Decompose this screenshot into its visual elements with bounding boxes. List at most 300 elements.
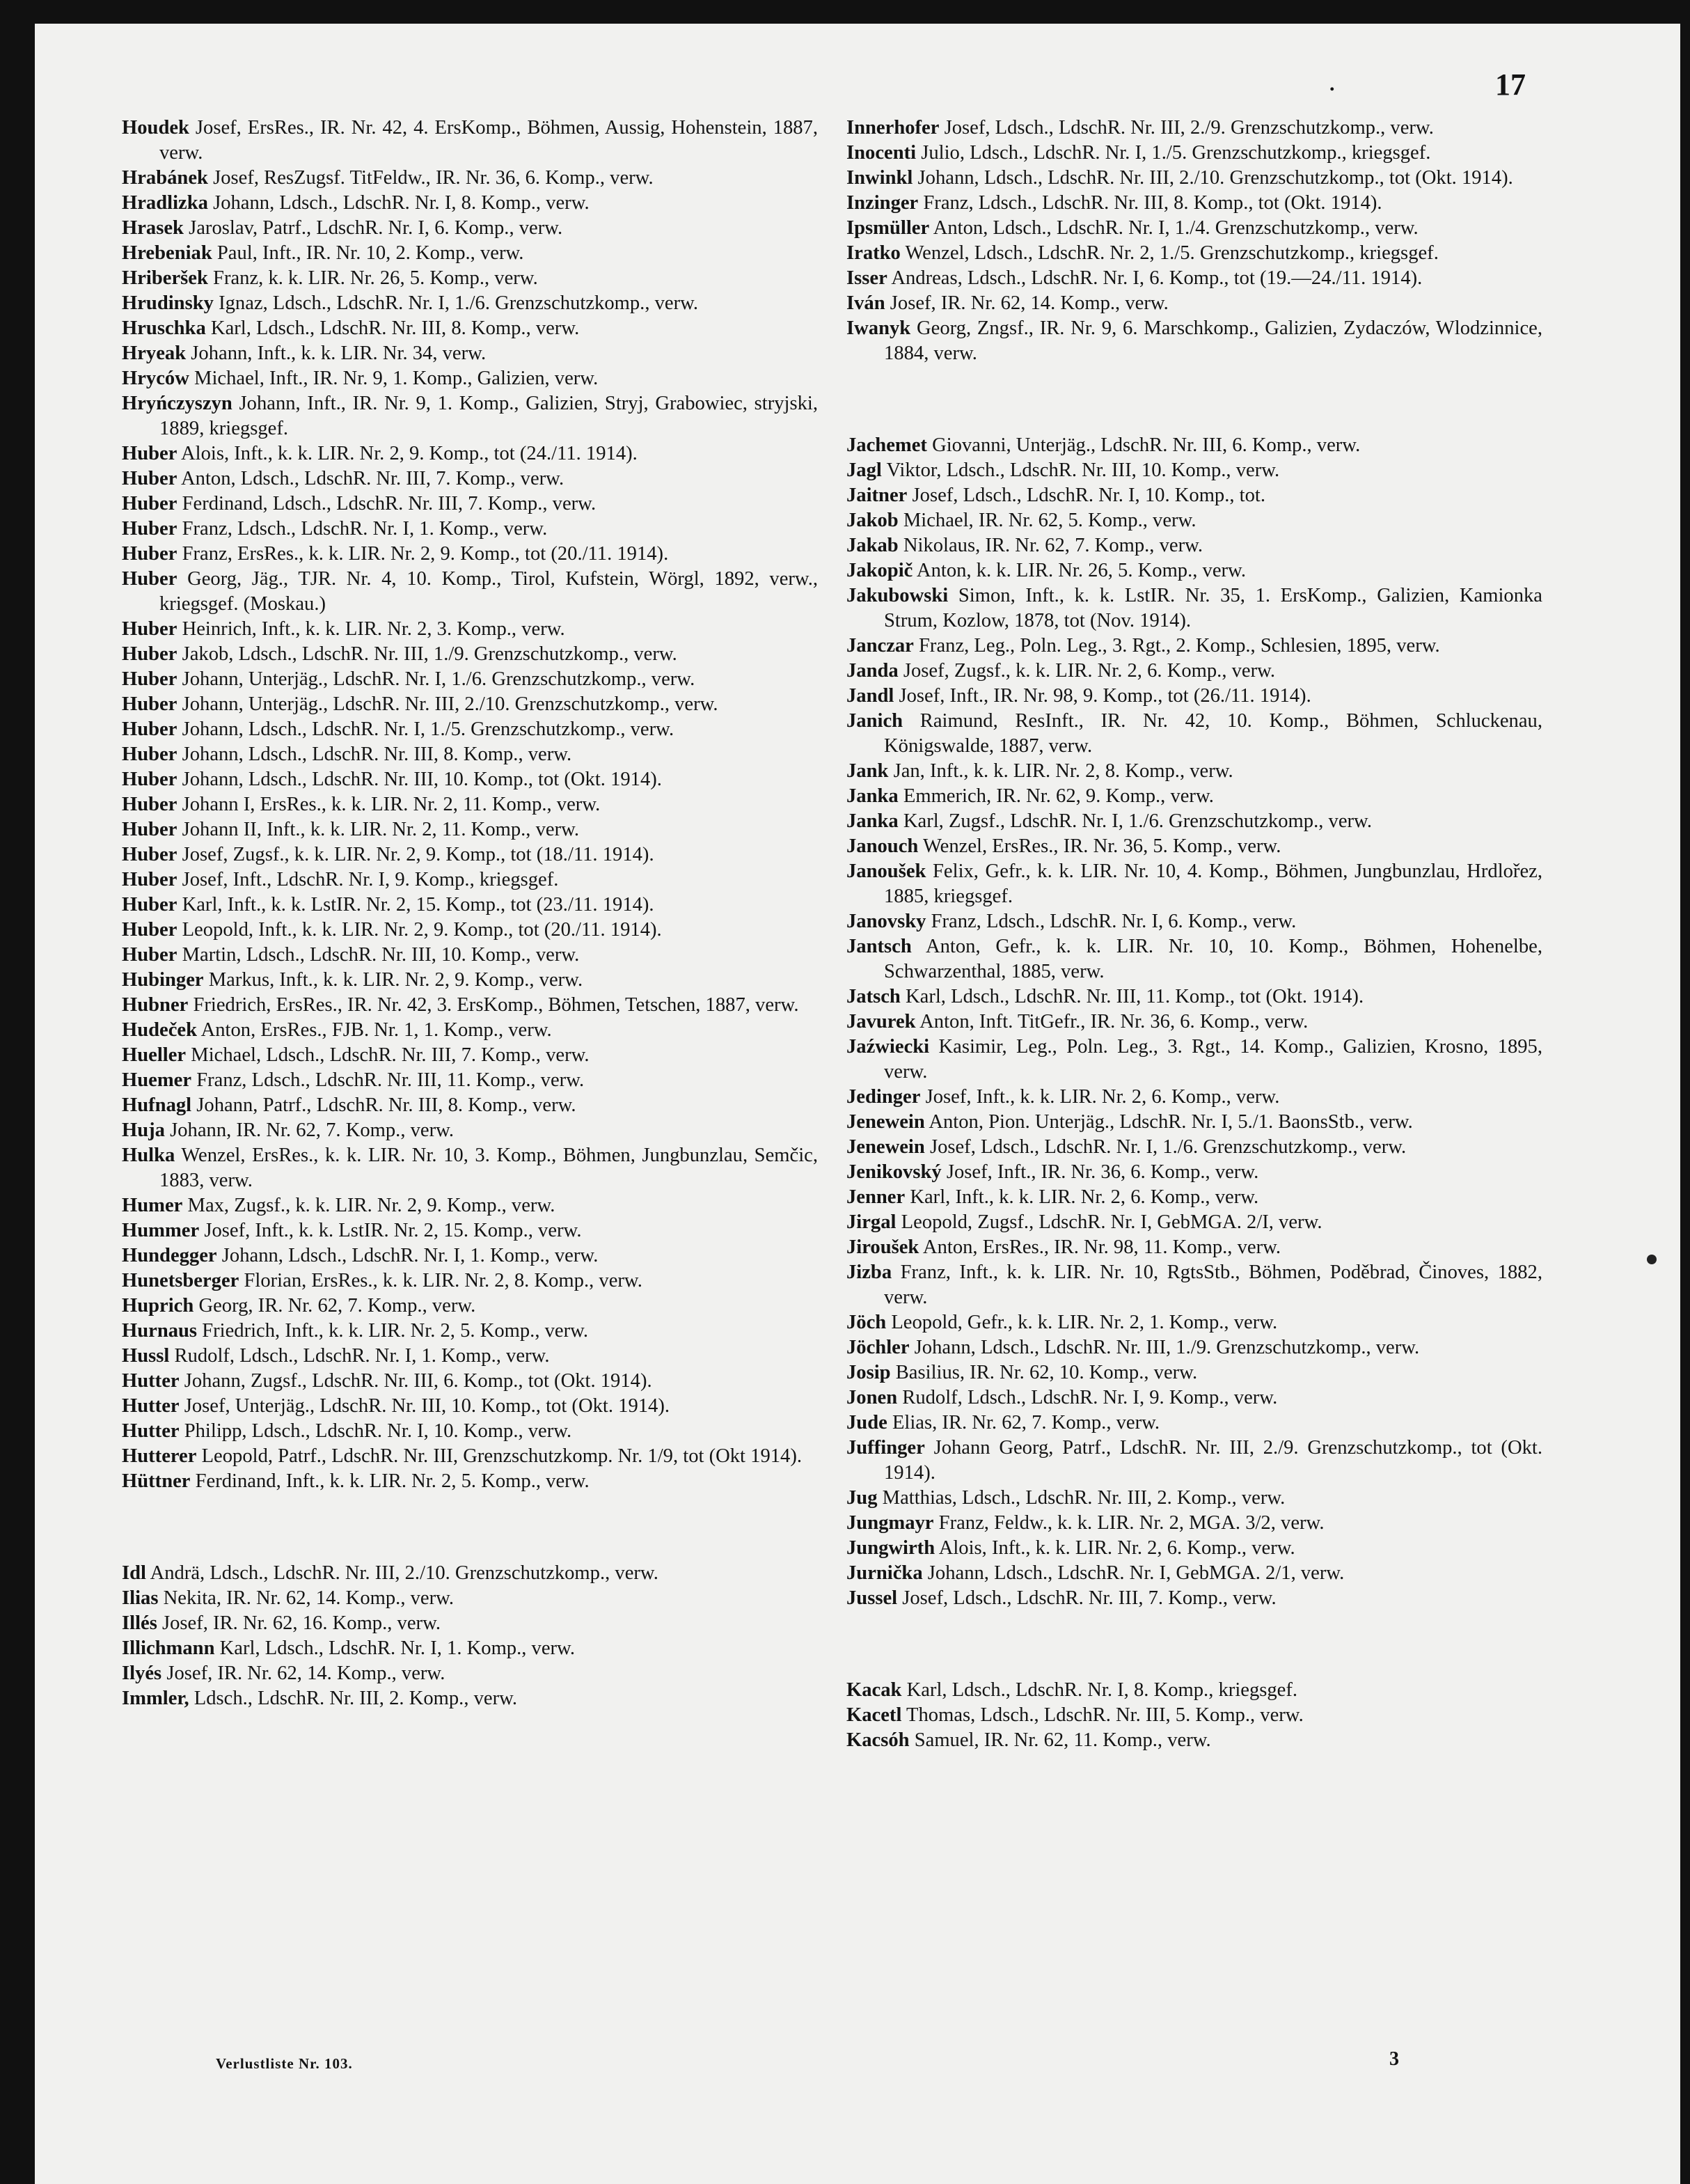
entry-details: Georg, Zngsf., IR. Nr. 9, 6. Marschkomp., Galizien, Zydaczów, Wlodzinnice, 1884, verw. <box>884 317 1542 364</box>
casualty-entry <box>122 1419 818 1444</box>
entry-details: Michael, IR. Nr. 62, 5. Komp., verw. <box>903 510 1197 531</box>
entry-details: Johann Georg, Patrf., LdschR. Nr. III, 2./9. Grenzschutzkomp., tot (Okt. 1914). <box>884 1437 1542 1484</box>
surname: Janka <box>846 810 899 832</box>
casualty-entry <box>846 1235 1542 1260</box>
entry-details: Josef, Ldsch., LdschR. Nr. I, 10. Komp., tot. <box>912 485 1266 506</box>
surname: Inwinkl <box>846 167 913 189</box>
surname: Iwanyk <box>846 317 911 339</box>
casualty-entry <box>122 1586 818 1611</box>
entry-details: Simon, Inft., k. k. LstIR. Nr. 35, 1. ErsKomp., Galizien, Kamionka Strum, Kozlow, 1878, tot (Nov. 1914). <box>884 585 1542 631</box>
entry-details: Ferdinand, Inft., k. k. LIR. Nr. 2, 5. Komp., verw. <box>195 1470 590 1492</box>
surname: Hundegger <box>122 1245 217 1266</box>
casualty-entry <box>122 1243 818 1268</box>
surname: Hrabánek <box>122 167 208 189</box>
entry-details: Basilius, IR. Nr. 62, 10. Komp., verw. <box>895 1362 1198 1383</box>
entry-details: Josef, ResZugsf. TitFeldw., IR. Nr. 36, 6. Komp., verw. <box>213 167 654 189</box>
surname: Jachemet <box>846 434 927 456</box>
casualty-entry <box>122 266 818 291</box>
entry-details: Raimund, ResInft., IR. Nr. 42, 10. Komp., Böhmen, Schluckenau, Königswalde, 1887, verw. <box>884 710 1542 757</box>
surname: Huber <box>122 468 177 489</box>
entry-details: Josef, Inft., IR. Nr. 36, 6. Komp., verw. <box>946 1161 1259 1183</box>
casualty-entry <box>122 366 818 391</box>
entry-details: Johann, Ldsch., LdschR. Nr. III, 2./10. Grenzschutzkomp., tot (Okt. 1914). <box>917 167 1513 189</box>
casualty-entry <box>122 943 818 968</box>
entry-details: Anton, Gefr., k. k. LIR. Nr. 10, 10. Komp., Böhmen, Hohenelbe, Schwarzenthal, 1885, verw. <box>884 936 1542 982</box>
entry-details: Nekita, IR. Nr. 62, 14. Komp., verw. <box>163 1587 455 1609</box>
casualty-entry <box>846 483 1542 508</box>
casualty-entry <box>122 792 818 817</box>
surname: Houdek <box>122 117 189 139</box>
right-column <box>846 116 1542 1753</box>
entry-details: Josef, Inft., k. k. LstIR. Nr. 2, 15. Komp., verw. <box>204 1220 582 1241</box>
entry-details: Johann, Ldsch., LdschR. Nr. III, 8. Komp., verw. <box>182 744 572 765</box>
entry-details: Matthias, Ldsch., LdschR. Nr. III, 2. Komp., verw. <box>882 1487 1286 1509</box>
surname: Hutter <box>122 1420 180 1442</box>
entry-details: Johann, Ldsch., LdschR. Nr. III, 10. Komp., tot (Okt. 1914). <box>182 769 662 790</box>
entry-details: Anton, ErsRes., FJB. Nr. 1, 1. Komp., verw. <box>200 1019 552 1041</box>
casualty-entry <box>846 433 1542 458</box>
casualty-entry <box>846 1160 1542 1185</box>
entry-details: Anton, Ldsch., LdschR. Nr. I, 1./4. Grenzschutzkomp., verw. <box>933 217 1419 239</box>
surname: Jakubowski <box>846 585 949 606</box>
surname: Huber <box>122 518 177 540</box>
casualty-entry <box>122 692 818 717</box>
entry-details: Florian, ErsRes., k. k. LIR. Nr. 2, 8. Komp., verw. <box>244 1270 642 1291</box>
entry-details: Jaroslav, Patrf., LdschR. Nr. I, 6. Komp., verw. <box>189 217 563 239</box>
casualty-entry <box>122 817 818 842</box>
surname: Huber <box>122 543 177 565</box>
casualty-entry <box>122 341 818 366</box>
entry-details: Viktor, Ldsch., LdschR. Nr. III, 10. Komp., verw. <box>886 459 1280 481</box>
entry-details: Alois, Inft., k. k. LIR. Nr. 2, 6. Komp., verw. <box>938 1537 1295 1559</box>
casualty-entry <box>122 1469 818 1494</box>
section-gap <box>846 1611 1542 1678</box>
entry-details: Thomas, Ldsch., LdschR. Nr. III, 5. Komp., verw. <box>906 1704 1304 1726</box>
surname: Hutterer <box>122 1445 197 1467</box>
entry-details: Josef, IR. Nr. 62, 16. Komp., verw. <box>162 1612 441 1634</box>
casualty-entry <box>846 141 1542 166</box>
casualty-entry <box>846 1310 1542 1335</box>
casualty-entry <box>846 684 1542 709</box>
surname: Hueller <box>122 1044 187 1066</box>
entry-details: Johann, Ldsch., LdschR. Nr. I, GebMGA. 2/1, verw. <box>927 1562 1345 1584</box>
casualty-entry <box>846 1586 1542 1611</box>
casualty-entry <box>122 1661 818 1686</box>
casualty-entry <box>122 241 818 266</box>
casualty-entry <box>846 809 1542 834</box>
left-column <box>122 116 818 1711</box>
casualty-entry <box>846 1703 1542 1728</box>
surname: Kacak <box>846 1679 902 1701</box>
entry-details: Karl, Zugsf., LdschR. Nr. I, 1./6. Grenzschutzkomp., verw. <box>903 810 1372 832</box>
casualty-entry <box>122 517 818 542</box>
entry-details: Josef, Ldsch., LdschR. Nr. III, 7. Komp., verw. <box>902 1587 1277 1609</box>
surname: Jakab <box>846 535 899 556</box>
casualty-entry <box>846 1536 1542 1561</box>
casualty-entry <box>846 759 1542 784</box>
surname: Hubner <box>122 994 189 1016</box>
surname: Jedinger <box>846 1086 921 1108</box>
casualty-entry <box>846 1728 1542 1753</box>
surname: Jagl <box>846 459 882 481</box>
surname: Huber <box>122 693 177 715</box>
casualty-entry <box>122 717 818 742</box>
entry-details: Josef, ErsRes., IR. Nr. 42, 4. ErsKomp., Böhmen, Aussig, Hohenstein, 1887, verw. <box>159 117 819 164</box>
margin-dot <box>1647 1255 1657 1264</box>
entry-details: Karl, Ldsch., LdschR. Nr. III, 8. Komp., verw. <box>210 317 580 339</box>
surname: Inzinger <box>846 192 919 214</box>
entry-details: Julio, Ldsch., LdschR. Nr. I, 1./5. Grenzschutzkomp., kriegsgef. <box>921 142 1431 164</box>
surname: Hüttner <box>122 1470 191 1492</box>
casualty-entry <box>122 1369 818 1394</box>
surname: Immler, <box>122 1688 189 1709</box>
casualty-entry <box>122 466 818 492</box>
entry-details: Rudolf, Ldsch., LdschR. Nr. I, 9. Komp., verw. <box>902 1387 1278 1408</box>
entry-details: Karl, Ldsch., LdschR. Nr. III, 11. Komp., tot (Okt. 1914). <box>906 986 1364 1007</box>
surname: Jiroušek <box>846 1236 919 1258</box>
surname: Jonen <box>846 1387 898 1408</box>
entry-details: Wenzel, ErsRes., k. k. LIR. Nr. 10, 3. Komp., Böhmen, Jungbunzlau, Semčic, 1883, verw. <box>159 1145 818 1191</box>
entry-details: Anton, Inft. TitGefr., IR. Nr. 36, 6. Komp., verw. <box>919 1011 1309 1032</box>
casualty-entry <box>122 867 818 893</box>
casualty-entry <box>846 659 1542 684</box>
casualty-entry <box>846 1210 1542 1235</box>
casualty-entry <box>846 834 1542 859</box>
casualty-entry <box>122 291 818 316</box>
surname: Inocenti <box>846 142 917 164</box>
casualty-entry <box>846 216 1542 241</box>
casualty-entry <box>122 617 818 642</box>
entry-details: Paul, Inft., IR. Nr. 10, 2. Komp., verw. <box>216 242 524 264</box>
entry-details: Johann, Ldsch., LdschR. Nr. I, 8. Komp., verw. <box>213 192 590 214</box>
entry-details: Franz, Ldsch., LdschR. Nr. III, 8. Komp., tot (Okt. 1914). <box>923 192 1382 214</box>
entry-details: Johann, Ldsch., LdschR. Nr. III, 1./9. Grenzschutzkomp., verw. <box>914 1337 1420 1358</box>
scan-border-top <box>0 0 1690 24</box>
entry-details: Ignaz, Ldsch., LdschR. Nr. I, 1./6. Grenzschutzkomp., verw. <box>219 292 699 314</box>
entry-details: Karl, Inft., k. k. LstIR. Nr. 2, 15. Komp., tot (23./11. 1914). <box>182 894 654 916</box>
sheet-mark: 3 <box>1389 2048 1399 2070</box>
casualty-entry <box>846 1035 1542 1085</box>
casualty-entry <box>846 508 1542 533</box>
scan-border-right <box>1680 0 1690 2184</box>
surname: Jaitner <box>846 485 908 506</box>
entry-details: Andrä, Ldsch., LdschR. Nr. III, 2./10. Grenzschutzkomp., verw. <box>150 1562 658 1584</box>
entry-details: Anton, Ldsch., LdschR. Nr. III, 7. Komp., verw. <box>181 468 564 489</box>
surname: Josip <box>846 1362 891 1383</box>
surname: Hryńczyszyn <box>122 393 232 414</box>
entry-details: Franz, k. k. LIR. Nr. 26, 5. Komp., verw. <box>213 267 538 289</box>
surname: Hradlizka <box>122 192 208 214</box>
surname: Hufnagl <box>122 1094 192 1116</box>
casualty-entry <box>122 1118 818 1143</box>
casualty-entry <box>122 492 818 517</box>
surname: Hulka <box>122 1145 175 1166</box>
entry-details: Friedrich, Inft., k. k. LIR. Nr. 2, 5. Komp., verw. <box>202 1320 589 1342</box>
casualty-entry <box>122 1018 818 1043</box>
surname: Jakopič <box>846 560 913 581</box>
entry-details: Jan, Inft., k. k. LIR. Nr. 2, 8. Komp., verw. <box>893 760 1233 782</box>
surname: Janouch <box>846 835 919 857</box>
surname: Hriberšek <box>122 267 208 289</box>
casualty-entry <box>846 859 1542 909</box>
surname: Huber <box>122 944 177 966</box>
entry-details: Emmerich, IR. Nr. 62, 9. Komp., verw. <box>903 785 1214 807</box>
entry-details: Kasimir, Leg., Poln. Leg., 3. Rgt., 14. Komp., Galizien, Krosno, 1895, verw. <box>884 1036 1542 1083</box>
surname: Janda <box>846 660 899 682</box>
casualty-entry <box>846 1360 1542 1385</box>
casualty-entry <box>846 634 1542 659</box>
casualty-entry <box>846 191 1542 216</box>
surname: Hunetsberger <box>122 1270 239 1291</box>
surname: Hrasek <box>122 217 184 239</box>
surname: Huber <box>122 568 177 590</box>
entry-details: Martin, Ldsch., LdschR. Nr. III, 10. Komp., verw. <box>182 944 580 966</box>
entry-details: Leopold, Zugsf., LdschR. Nr. I, GebMGA. 2/I, verw. <box>901 1211 1322 1233</box>
casualty-entry <box>122 1444 818 1469</box>
casualty-entry <box>122 968 818 993</box>
casualty-entry <box>846 1085 1542 1110</box>
casualty-entry <box>122 1143 818 1193</box>
surname: Ipsmüller <box>846 217 930 239</box>
entry-details: Josef, Zugsf., k. k. LIR. Nr. 2, 9. Komp., tot (18./11. 1914). <box>182 844 654 865</box>
casualty-entry <box>846 458 1542 483</box>
entry-details: Josef, Inft., IR. Nr. 98, 9. Komp., tot (26./11. 1914). <box>899 685 1311 707</box>
surname: Huprich <box>122 1295 194 1317</box>
entry-details: Josef, IR. Nr. 62, 14. Komp., verw. <box>890 292 1169 314</box>
casualty-entry <box>846 116 1542 141</box>
surname: Jaźwiecki <box>846 1036 930 1058</box>
casualty-entry <box>122 1218 818 1243</box>
surname: Janczar <box>846 635 914 657</box>
surname: Jank <box>846 760 889 782</box>
casualty-entry <box>846 533 1542 558</box>
entry-details: Anton, Pion. Unterjäg., LdschR. Nr. I, 5./1. BaonsStb., verw. <box>929 1111 1413 1133</box>
surname: Hrebeniak <box>122 242 212 264</box>
surname: Jizba <box>846 1262 892 1283</box>
entry-details: Josef, Ldsch., LdschR. Nr. I, 1./6. Grenzschutzkomp., verw. <box>929 1136 1407 1158</box>
entry-details: Johann, Patrf., LdschR. Nr. III, 8. Komp., verw. <box>196 1094 576 1116</box>
surname: Jirgal <box>846 1211 897 1233</box>
surname: Jenner <box>846 1186 906 1208</box>
surname: Jantsch <box>846 936 912 957</box>
entry-details: Wenzel, ErsRes., IR. Nr. 36, 5. Komp., verw. <box>922 835 1281 857</box>
entry-details: Samuel, IR. Nr. 62, 11. Komp., verw. <box>914 1729 1211 1751</box>
casualty-entry <box>122 642 818 667</box>
surname: Hryców <box>122 368 189 389</box>
entry-details: Markus, Inft., k. k. LIR. Nr. 2, 9. Komp., verw. <box>208 969 583 991</box>
entry-details: Josef, Zugsf., k. k. LIR. Nr. 2, 6. Komp., verw. <box>903 660 1276 682</box>
surname: Janoušek <box>846 861 926 882</box>
casualty-entry <box>122 1561 818 1586</box>
entry-details: Josef, Inft., k. k. LIR. Nr. 2, 6. Komp., verw. <box>925 1086 1280 1108</box>
surname: Jöch <box>846 1312 887 1333</box>
surname: Hutter <box>122 1370 180 1392</box>
surname: Jenikovský <box>846 1161 942 1183</box>
casualty-entry <box>122 993 818 1018</box>
casualty-entry <box>122 166 818 191</box>
casualty-entry <box>846 1009 1542 1035</box>
surname: Jöchler <box>846 1337 910 1358</box>
entry-details: Leopold, Inft., k. k. LIR. Nr. 2, 9. Komp., tot (20./11. 1914). <box>182 919 662 941</box>
surname: Huber <box>122 744 177 765</box>
casualty-entry <box>122 1611 818 1636</box>
casualty-entry <box>122 1193 818 1218</box>
entry-details: Josef, Unterjäg., LdschR. Nr. III, 10. Komp., tot (Okt. 1914). <box>184 1395 670 1417</box>
surname: Huja <box>122 1120 165 1141</box>
entry-details: Giovanni, Unterjäg., LdschR. Nr. III, 6. Komp., verw. <box>932 434 1361 456</box>
surname: Hrudinsky <box>122 292 214 314</box>
sheet-signature: Verlustliste Nr. 103. <box>216 2055 353 2072</box>
surname: Kacsóh <box>846 1729 910 1751</box>
entry-details: Johann, Inft., k. k. LIR. Nr. 34, verw. <box>191 343 487 364</box>
entry-details: Philipp, Ldsch., LdschR. Nr. I, 10. Komp., verw. <box>184 1420 572 1442</box>
entry-details: Johann, Ldsch., LdschR. Nr. I, 1./5. Grenzschutzkomp., verw. <box>182 718 674 740</box>
casualty-entry <box>846 1335 1542 1360</box>
casualty-entry <box>122 1068 818 1093</box>
page-number: 17 <box>1495 68 1526 102</box>
section-gap <box>846 366 1542 433</box>
casualty-entry <box>122 191 818 216</box>
surname: Iván <box>846 292 885 314</box>
casualty-entry <box>846 583 1542 634</box>
surname: Hurnaus <box>122 1320 198 1342</box>
surname: Illichmann <box>122 1637 215 1659</box>
entry-details: Johann, IR. Nr. 62, 7. Komp., verw. <box>170 1120 455 1141</box>
surname: Hutter <box>122 1395 180 1417</box>
casualty-entry <box>846 1385 1542 1411</box>
surname: Huber <box>122 718 177 740</box>
casualty-entry <box>846 784 1542 809</box>
casualty-entry <box>122 1319 818 1344</box>
entry-details: Leopold, Gefr., k. k. LIR. Nr. 2, 1. Komp., verw. <box>891 1312 1278 1333</box>
surname: Huber <box>122 493 177 514</box>
casualty-entry <box>846 1678 1542 1703</box>
surname: Huber <box>122 643 177 665</box>
casualty-entry <box>846 984 1542 1009</box>
casualty-entry <box>122 1686 818 1711</box>
surname: Janovsky <box>846 911 926 932</box>
entry-details: Karl, Ldsch., LdschR. Nr. I, 1. Komp., verw. <box>219 1637 575 1659</box>
scan-border-left <box>0 0 35 2184</box>
casualty-entry <box>846 909 1542 934</box>
casualty-entry <box>122 542 818 567</box>
casualty-entry <box>846 1486 1542 1511</box>
surname: Jakob <box>846 510 899 531</box>
surname: Huber <box>122 443 177 464</box>
surname: Huber <box>122 794 177 815</box>
entry-details: Franz, Ldsch., LdschR. Nr. I, 1. Komp., verw. <box>182 518 548 540</box>
casualty-entry <box>122 1093 818 1118</box>
casualty-entry <box>846 316 1542 366</box>
surname: Janich <box>846 710 903 732</box>
surname: Huber <box>122 668 177 690</box>
casualty-entry <box>846 166 1542 191</box>
entry-details: Nikolaus, IR. Nr. 62, 7. Komp., verw. <box>903 535 1203 556</box>
surname: Huemer <box>122 1069 192 1091</box>
entry-details: Johann I, ErsRes., k. k. LIR. Nr. 2, 11. Komp., verw. <box>182 794 601 815</box>
surname: Jug <box>846 1487 878 1509</box>
casualty-entry <box>846 1110 1542 1135</box>
entry-details: Franz, Ldsch., LdschR. Nr. I, 6. Komp., verw. <box>931 911 1297 932</box>
casualty-entry <box>122 842 818 867</box>
casualty-entry <box>122 918 818 943</box>
casualty-entry <box>846 241 1542 266</box>
entry-details: Georg, Jäg., TJR. Nr. 4, 10. Komp., Tirol, Kufstein, Wörgl, 1892, verw., kriegsgef. (Moskau.) <box>159 568 818 615</box>
surname: Huber <box>122 819 177 840</box>
surname: Janka <box>846 785 899 807</box>
surname: Huber <box>122 844 177 865</box>
surname: Hruschka <box>122 317 206 339</box>
entry-details: Franz, Feldw., k. k. LIR. Nr. 2, MGA. 3/2, verw. <box>938 1512 1325 1534</box>
casualty-entry <box>846 1436 1542 1486</box>
surname: Hussl <box>122 1345 170 1367</box>
surname: Huber <box>122 769 177 790</box>
casualty-entry <box>846 1135 1542 1160</box>
surname: Juffinger <box>846 1437 925 1459</box>
entry-details: Josef, IR. Nr. 62, 14. Komp., verw. <box>166 1663 445 1684</box>
surname: Javurek <box>846 1011 916 1032</box>
surname: Jenewein <box>846 1136 925 1158</box>
casualty-entry <box>846 709 1542 759</box>
casualty-entry <box>122 116 818 166</box>
surname: Jenewein <box>846 1111 925 1133</box>
surname: Jude <box>846 1412 887 1433</box>
entry-details: Karl, Inft., k. k. LIR. Nr. 2, 6. Komp., verw. <box>910 1186 1259 1208</box>
surname: Hubinger <box>122 969 204 991</box>
entry-details: Johann, Unterjäg., LdschR. Nr. I, 1./6. Grenzschutzkomp., verw. <box>182 668 695 690</box>
surname: Jandl <box>846 685 894 707</box>
casualty-entry <box>122 391 818 441</box>
casualty-entry <box>846 1511 1542 1536</box>
casualty-entry <box>122 1636 818 1661</box>
surname: Hryeak <box>122 343 187 364</box>
casualty-entry <box>846 291 1542 316</box>
surname: Ilias <box>122 1587 159 1609</box>
entry-details: Elias, IR. Nr. 62, 7. Komp., verw. <box>892 1412 1160 1433</box>
casualty-entry <box>846 1185 1542 1210</box>
casualty-entry <box>122 567 818 617</box>
casualty-entry <box>122 1394 818 1419</box>
casualty-entry <box>122 893 818 918</box>
entry-details: Franz, Leg., Poln. Leg., 3. Rgt., 2. Komp., Schlesien, 1895, verw. <box>919 635 1440 657</box>
surname: Idl <box>122 1562 146 1584</box>
entry-details: Josef, Ldsch., LdschR. Nr. III, 2./9. Grenzschutzkomp., verw. <box>944 117 1434 139</box>
surname: Innerhofer <box>846 117 940 139</box>
surname: Jatsch <box>846 986 901 1007</box>
surname: Huber <box>122 869 177 890</box>
casualty-entry <box>122 1268 818 1294</box>
entry-details: Leopold, Patrf., LdschR. Nr. III, Grenzschutzkomp. Nr. 1/9, tot (Okt 1914). <box>201 1445 803 1467</box>
entry-details: Michael, Ldsch., LdschR. Nr. III, 7. Komp., verw. <box>191 1044 590 1066</box>
casualty-entry <box>122 1294 818 1319</box>
entry-details: Jakob, Ldsch., LdschR. Nr. III, 1./9. Grenzschutzkomp., verw. <box>182 643 677 665</box>
entry-details: Rudolf, Ldsch., LdschR. Nr. I, 1. Komp., verw. <box>174 1345 550 1367</box>
entry-details: Josef, Inft., LdschR. Nr. I, 9. Komp., kriegsgef. <box>182 869 559 890</box>
casualty-entry <box>122 1344 818 1369</box>
entry-details: Karl, Ldsch., LdschR. Nr. I, 8. Komp., kriegsgef. <box>906 1679 1298 1701</box>
casualty-entry <box>846 934 1542 984</box>
surname: Isser <box>846 267 887 289</box>
casualty-entry <box>846 1411 1542 1436</box>
surname: Huber <box>122 618 177 640</box>
entry-details: Friedrich, ErsRes., IR. Nr. 42, 3. ErsKomp., Böhmen, Tetschen, 1887, verw. <box>193 994 799 1016</box>
surname: Kacetl <box>846 1704 902 1726</box>
entry-details: Alois, Inft., k. k. LIR. Nr. 2, 9. Komp., tot (24./11. 1914). <box>181 443 638 464</box>
casualty-entry <box>122 667 818 692</box>
surname: Ilyés <box>122 1663 162 1684</box>
entry-details: Ferdinand, Ldsch., LdschR. Nr. III, 7. Komp., verw. <box>182 493 597 514</box>
entry-details: Michael, Inft., IR. Nr. 9, 1. Komp., Galizien, verw. <box>194 368 599 389</box>
